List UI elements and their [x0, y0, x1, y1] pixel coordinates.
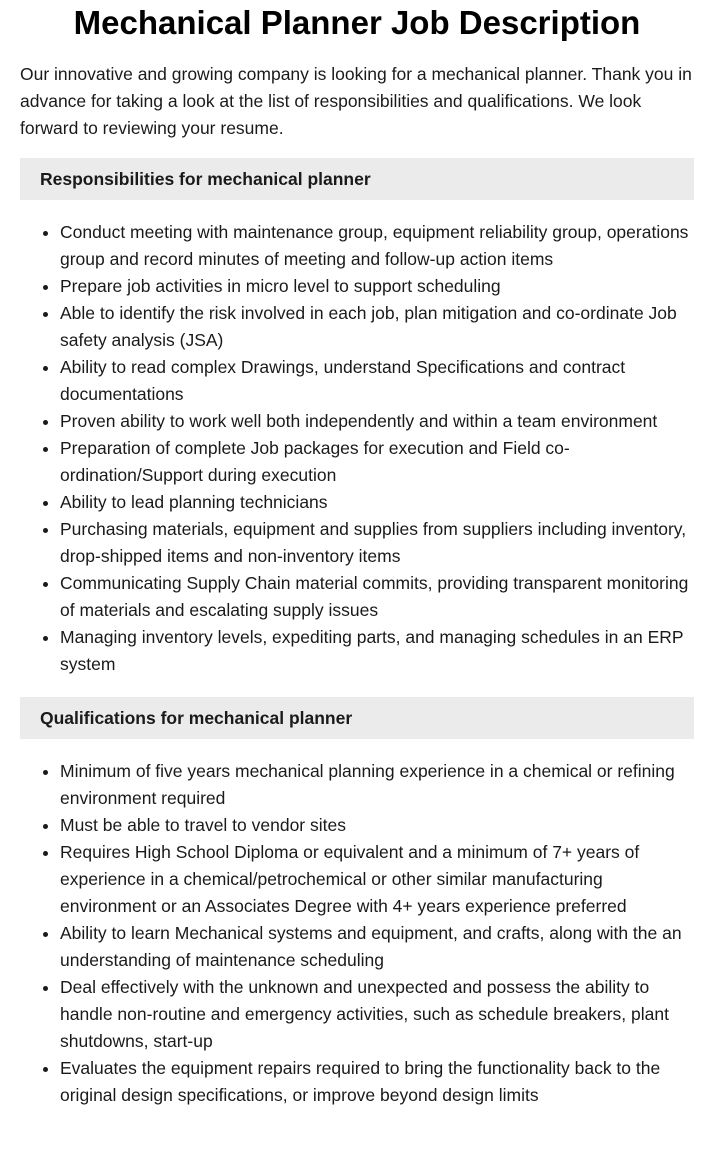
list-item: • Evaluates the equipment repairs required to bring the functionality back to the original design specifications, or improve beyond design limits: [60, 1055, 694, 1109]
list-item: • Prepare job activities in micro level to support scheduling: [60, 273, 694, 300]
list-item: • Ability to read complex Drawings, understand Specifications and contract documentations: [60, 354, 694, 408]
list-item: • Managing inventory levels, expediting parts, and managing schedules in an ERP system: [60, 624, 694, 678]
qualifications-heading: Qualifications for mechanical planner: [20, 697, 694, 739]
list-item: • Preparation of complete Job packages for execution and Field co-ordination/Support during execution: [60, 435, 694, 489]
intro-paragraph: Our innovative and growing company is looking for a mechanical planner. Thank you in advance for taking a look at the list of responsibilities and qualifications. We look forward to reviewing your resume.: [20, 64, 692, 138]
list-item: • Deal effectively with the unknown and unexpected and possess the ability to handle non-routine and emergency activities, such as schedule breakers, plant shutdowns, start-up: [60, 974, 694, 1055]
list-item: • Must be able to travel to vendor sites: [60, 812, 694, 839]
list-item: • Minimum of five years mechanical planning experience in a chemical or refining environment required: [60, 758, 694, 812]
qualifications-list: [20, 758, 694, 1109]
list-item: • Ability to learn Mechanical systems and equipment, and crafts, along with the an understanding of maintenance scheduling: [60, 920, 694, 974]
list-item: • Conduct meeting with maintenance group, equipment reliability group, operations group and record minutes of meeting and follow-up action items: [60, 219, 694, 273]
list-item: • Proven ability to work well both independently and within a team environment: [60, 408, 694, 435]
page-title: Mechanical Planner Job Description: [73, 4, 641, 41]
list-item: • Purchasing materials, equipment and supplies from suppliers including inventory, drop-shipped items and non-inventory items: [60, 516, 694, 570]
responsibilities-list: [20, 219, 694, 678]
list-item: • Ability to lead planning technicians: [60, 489, 694, 516]
list-item: • Requires High School Diploma or equivalent and a minimum of 7+ years of experience in a chemical/petrochemical or other similar manufacturing environment or an Associates Degree with 4+ years experience preferred: [60, 839, 694, 920]
list-item: • Able to identify the risk involved in each job, plan mitigation and co-ordinate Job safety analysis (JSA): [60, 300, 694, 354]
list-item: • Communicating Supply Chain material commits, providing transparent monitoring of materials and escalating supply issues: [60, 570, 694, 624]
responsibilities-heading: Responsibilities for mechanical planner: [20, 158, 694, 200]
